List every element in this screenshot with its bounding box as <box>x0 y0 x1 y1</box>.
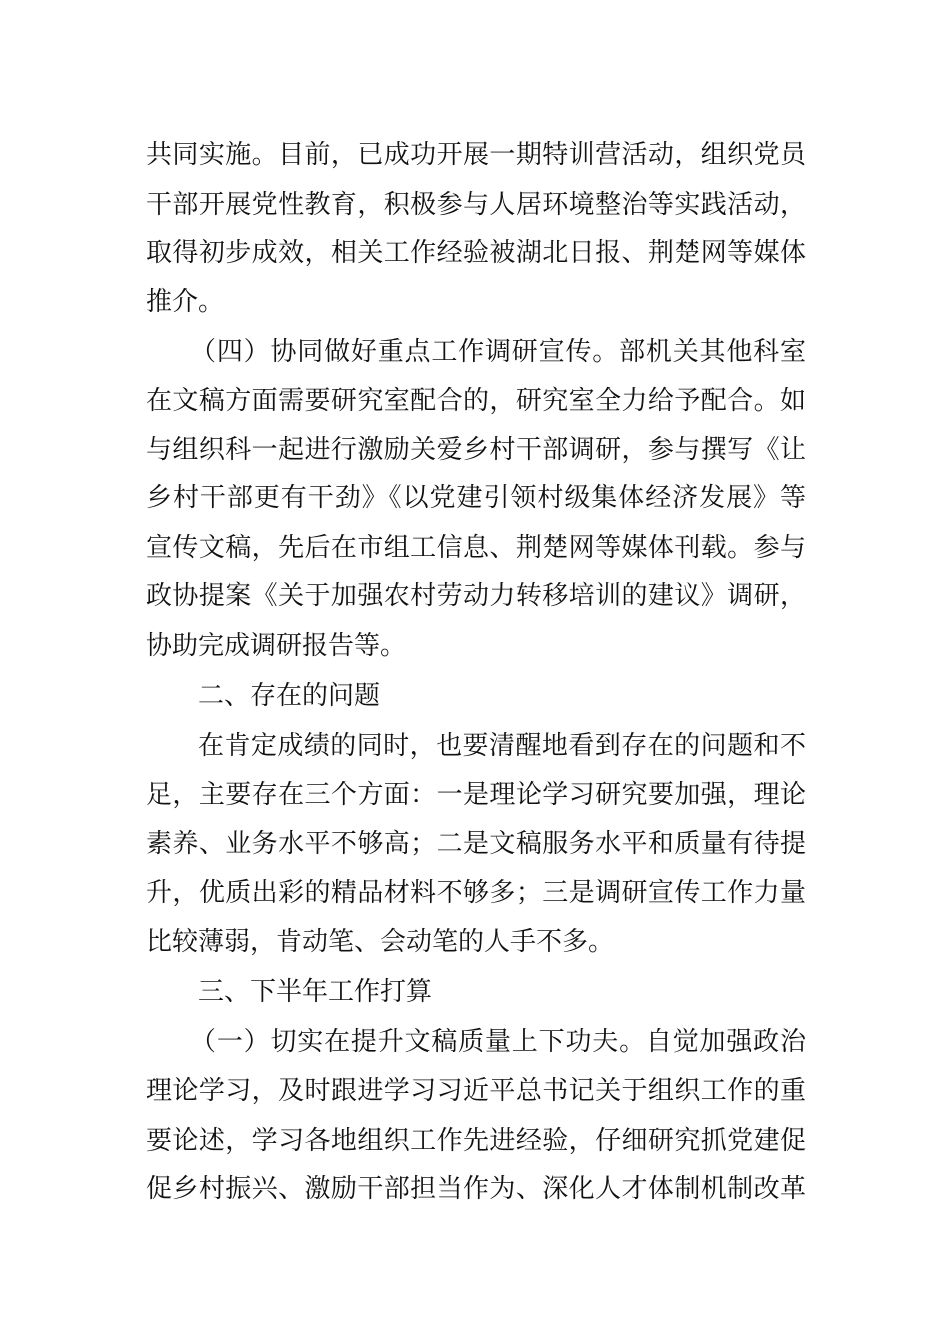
text-line: 宣传文稿，先后在市组工信息、荆楚网等媒体刊载。参与 <box>146 533 806 563</box>
text-line: 取得初步成效，相关工作经验被湖北日报、荆楚网等媒体 <box>146 238 806 268</box>
text-line: 与组织科一起进行激励关爱乡村干部调研，参与撰写《让 <box>146 435 806 465</box>
section-heading-2: 二、存在的问题 <box>198 681 381 711</box>
subsection-heading-1: （一）切实在提升文稿质量上下功夫。自觉加强政治 <box>190 1027 806 1057</box>
text-line: 共同实施。目前，已成功开展一期特训营活动，组织党员 <box>146 140 806 170</box>
text-line: 比较薄弱，肯动笔、会动笔的人手不多。 <box>146 927 615 957</box>
text-line: 促乡村振兴、激励干部担当作为、深化人才体制机制改革 <box>146 1174 806 1204</box>
text-line: 理论学习，及时跟进学习习近平总书记关于组织工作的重 <box>146 1076 806 1106</box>
text-line: 乡村干部更有干劲》《以党建引领村级集体经济发展》等 <box>146 483 806 513</box>
text-line: 在文稿方面需要研究室配合的，研究室全力给予配合。如 <box>146 386 806 416</box>
text-line: 升，优质出彩的精品材料不够多；三是调研宣传工作力量 <box>146 878 806 908</box>
section-heading-4: （四）协同做好重点工作调研宣传。部机关其他科室 <box>190 337 806 367</box>
text-line: 推介。 <box>146 287 225 317</box>
text-line: 足，主要存在三个方面：一是理论学习研究要加强，理论 <box>146 780 806 810</box>
text-line: 素养、业务水平不够高；二是文稿服务水平和质量有待提 <box>146 829 806 859</box>
text-line: 要论述，学习各地组织工作先进经验，仔细研究抓党建促 <box>146 1126 806 1156</box>
section-heading-3: 三、下半年工作打算 <box>198 977 433 1007</box>
text-line: 在肯定成绩的同时，也要清醒地看到存在的问题和不 <box>198 731 806 761</box>
text-line: 干部开展党性教育，积极参与人居环境整治等实践活动， <box>146 190 806 220</box>
text-line: 协助完成调研报告等。 <box>146 631 407 661</box>
text-line: 政协提案《关于加强农村劳动力转移培训的建议》调研， <box>146 581 806 611</box>
